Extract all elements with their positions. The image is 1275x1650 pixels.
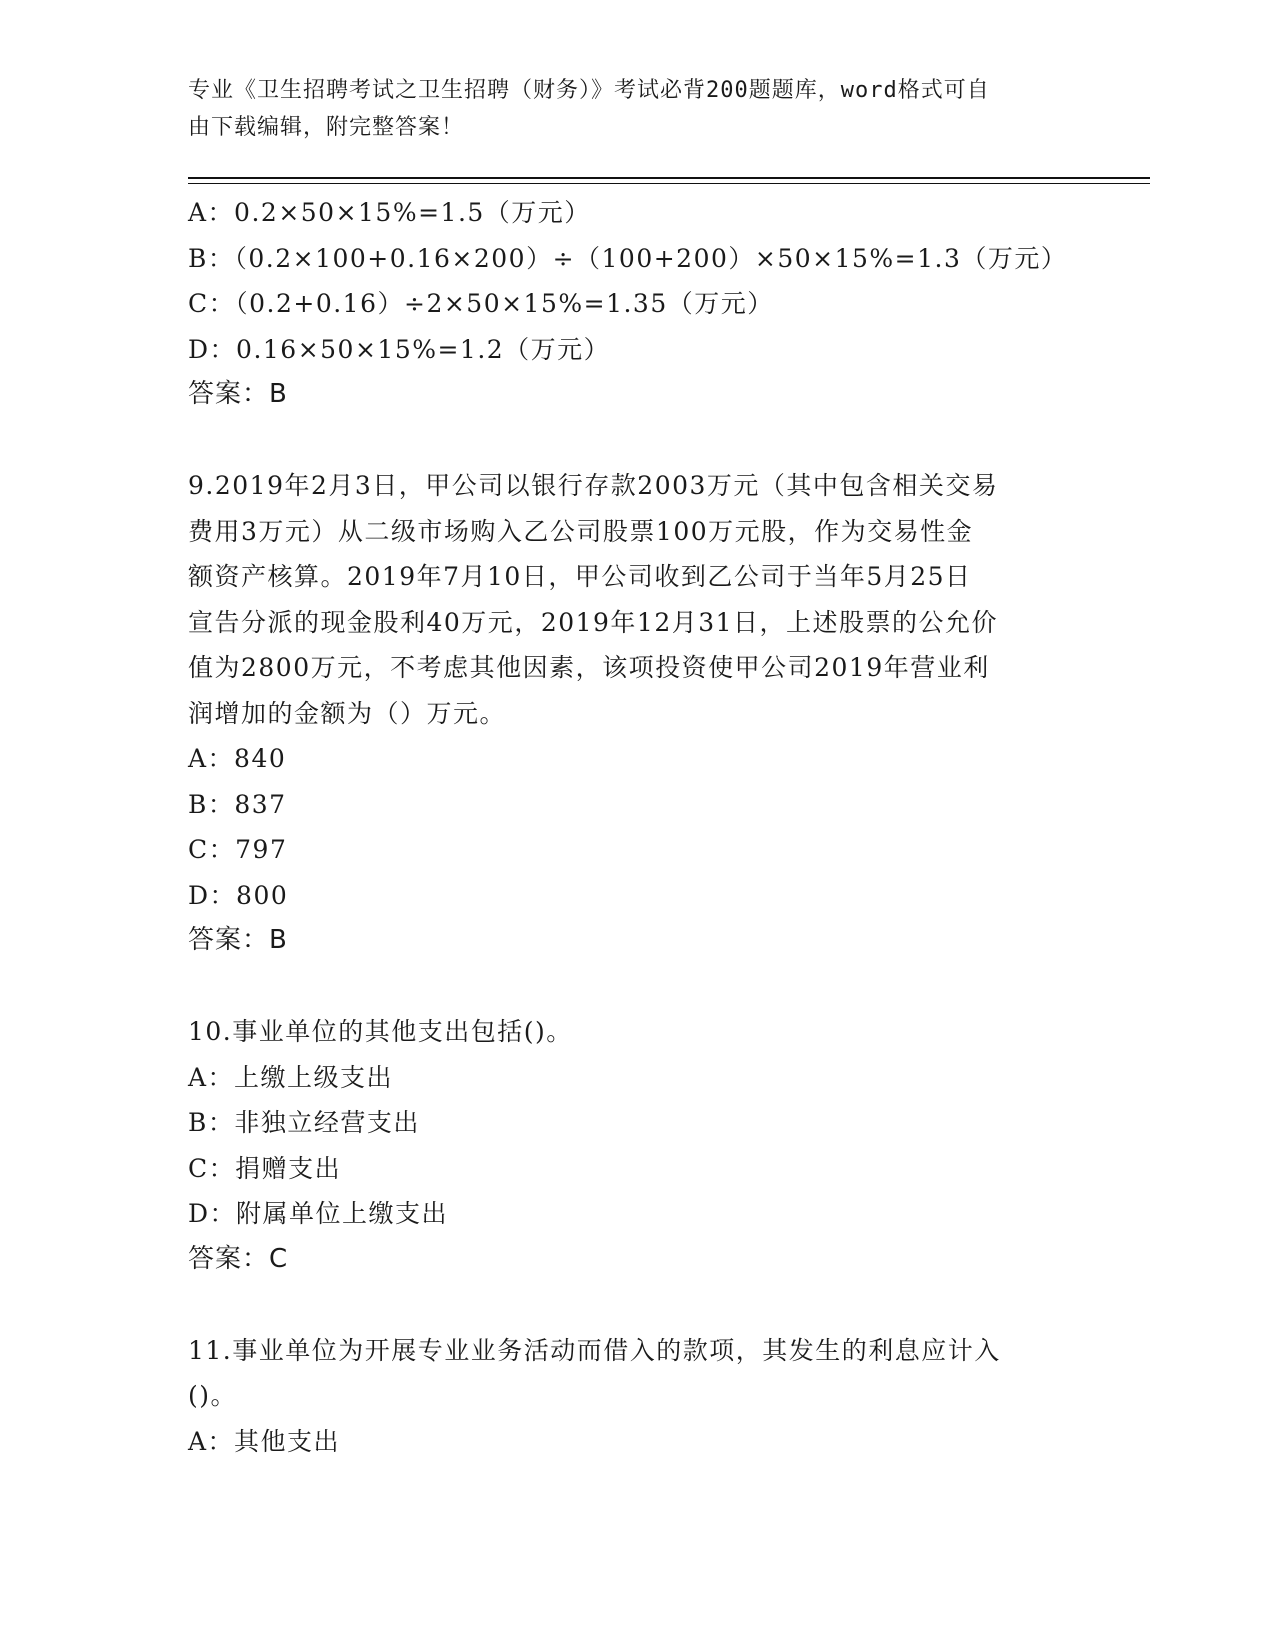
option-c: C：797: [188, 835, 288, 864]
header-line-1: 专业《卫生招聘考试之卫生招聘（财务）》考试必背200题题库，word格式可自: [188, 78, 990, 103]
question-11: [188, 1328, 1088, 1465]
option-b: B：非独立经营支出: [188, 1108, 420, 1137]
answer-line: 答案：B: [188, 379, 288, 409]
option-d: D：800: [188, 880, 289, 910]
option-d: D：附属单位上缴支出: [188, 1199, 449, 1228]
option-c: C：捐赠支出: [188, 1153, 342, 1183]
option-b: B：（0.2×100+0.16×200）÷（100+200）×50×15%=1.3（万元）: [188, 243, 1068, 273]
question-10: [188, 1009, 1088, 1282]
option-d: D：0.16×50×15%=1.2（万元）: [188, 334, 611, 364]
question-text-line: 费用3万元）从二级市场购入乙公司股票100万元股，作为交易性金: [188, 516, 974, 546]
question-9: [188, 463, 1088, 964]
answer-line: 答案：B: [188, 925, 288, 955]
spacer: [188, 418, 1088, 464]
question-text-line: 宣告分派的现金股利40万元，2019年12月31日，上述股票的公允价: [188, 607, 999, 637]
option-c: C：（0.2+0.16）÷2×50×15%=1.35（万元）: [188, 289, 774, 318]
question-text-line: 额资产核算。2019年7月10日，甲公司收到乙公司于当年5月25日: [188, 562, 972, 591]
option-b: B：837: [188, 789, 287, 819]
question-list: [188, 190, 1088, 1464]
question-text-line: 9.2019年2月3日，甲公司以银行存款2003万元（其中包含相关交易: [188, 471, 999, 500]
spacer: [188, 1282, 1088, 1328]
question-text-line: 11.事业单位为开展专业业务活动而借入的款项，其发生的利息应计入: [188, 1335, 1001, 1365]
question-text-line: 值为2800万元，不考虑其他因素，该项投资使甲公司2019年营业利: [188, 653, 990, 682]
page-header: [188, 72, 1068, 146]
option-a: A：0.2×50×15%=1.5（万元）: [188, 198, 591, 227]
question-text-line: 10.事业单位的其他支出包括()。: [188, 1017, 573, 1046]
header-line-2: 由下载编辑，附完整答案！: [188, 115, 465, 140]
option-a: A：其他支出: [188, 1426, 341, 1456]
option-a: A：上缴上级支出: [188, 1062, 394, 1092]
spacer: [188, 964, 1088, 1010]
question-text-line: 润增加的金额为（）万元。: [188, 698, 507, 728]
question-8: [188, 190, 1088, 418]
question-text-line: ()。: [188, 1381, 238, 1410]
header-divider-thick: [188, 177, 1150, 179]
option-a: A：840: [188, 744, 287, 773]
answer-line: 答案：C: [188, 1243, 289, 1274]
header-divider-thin: [188, 183, 1150, 184]
